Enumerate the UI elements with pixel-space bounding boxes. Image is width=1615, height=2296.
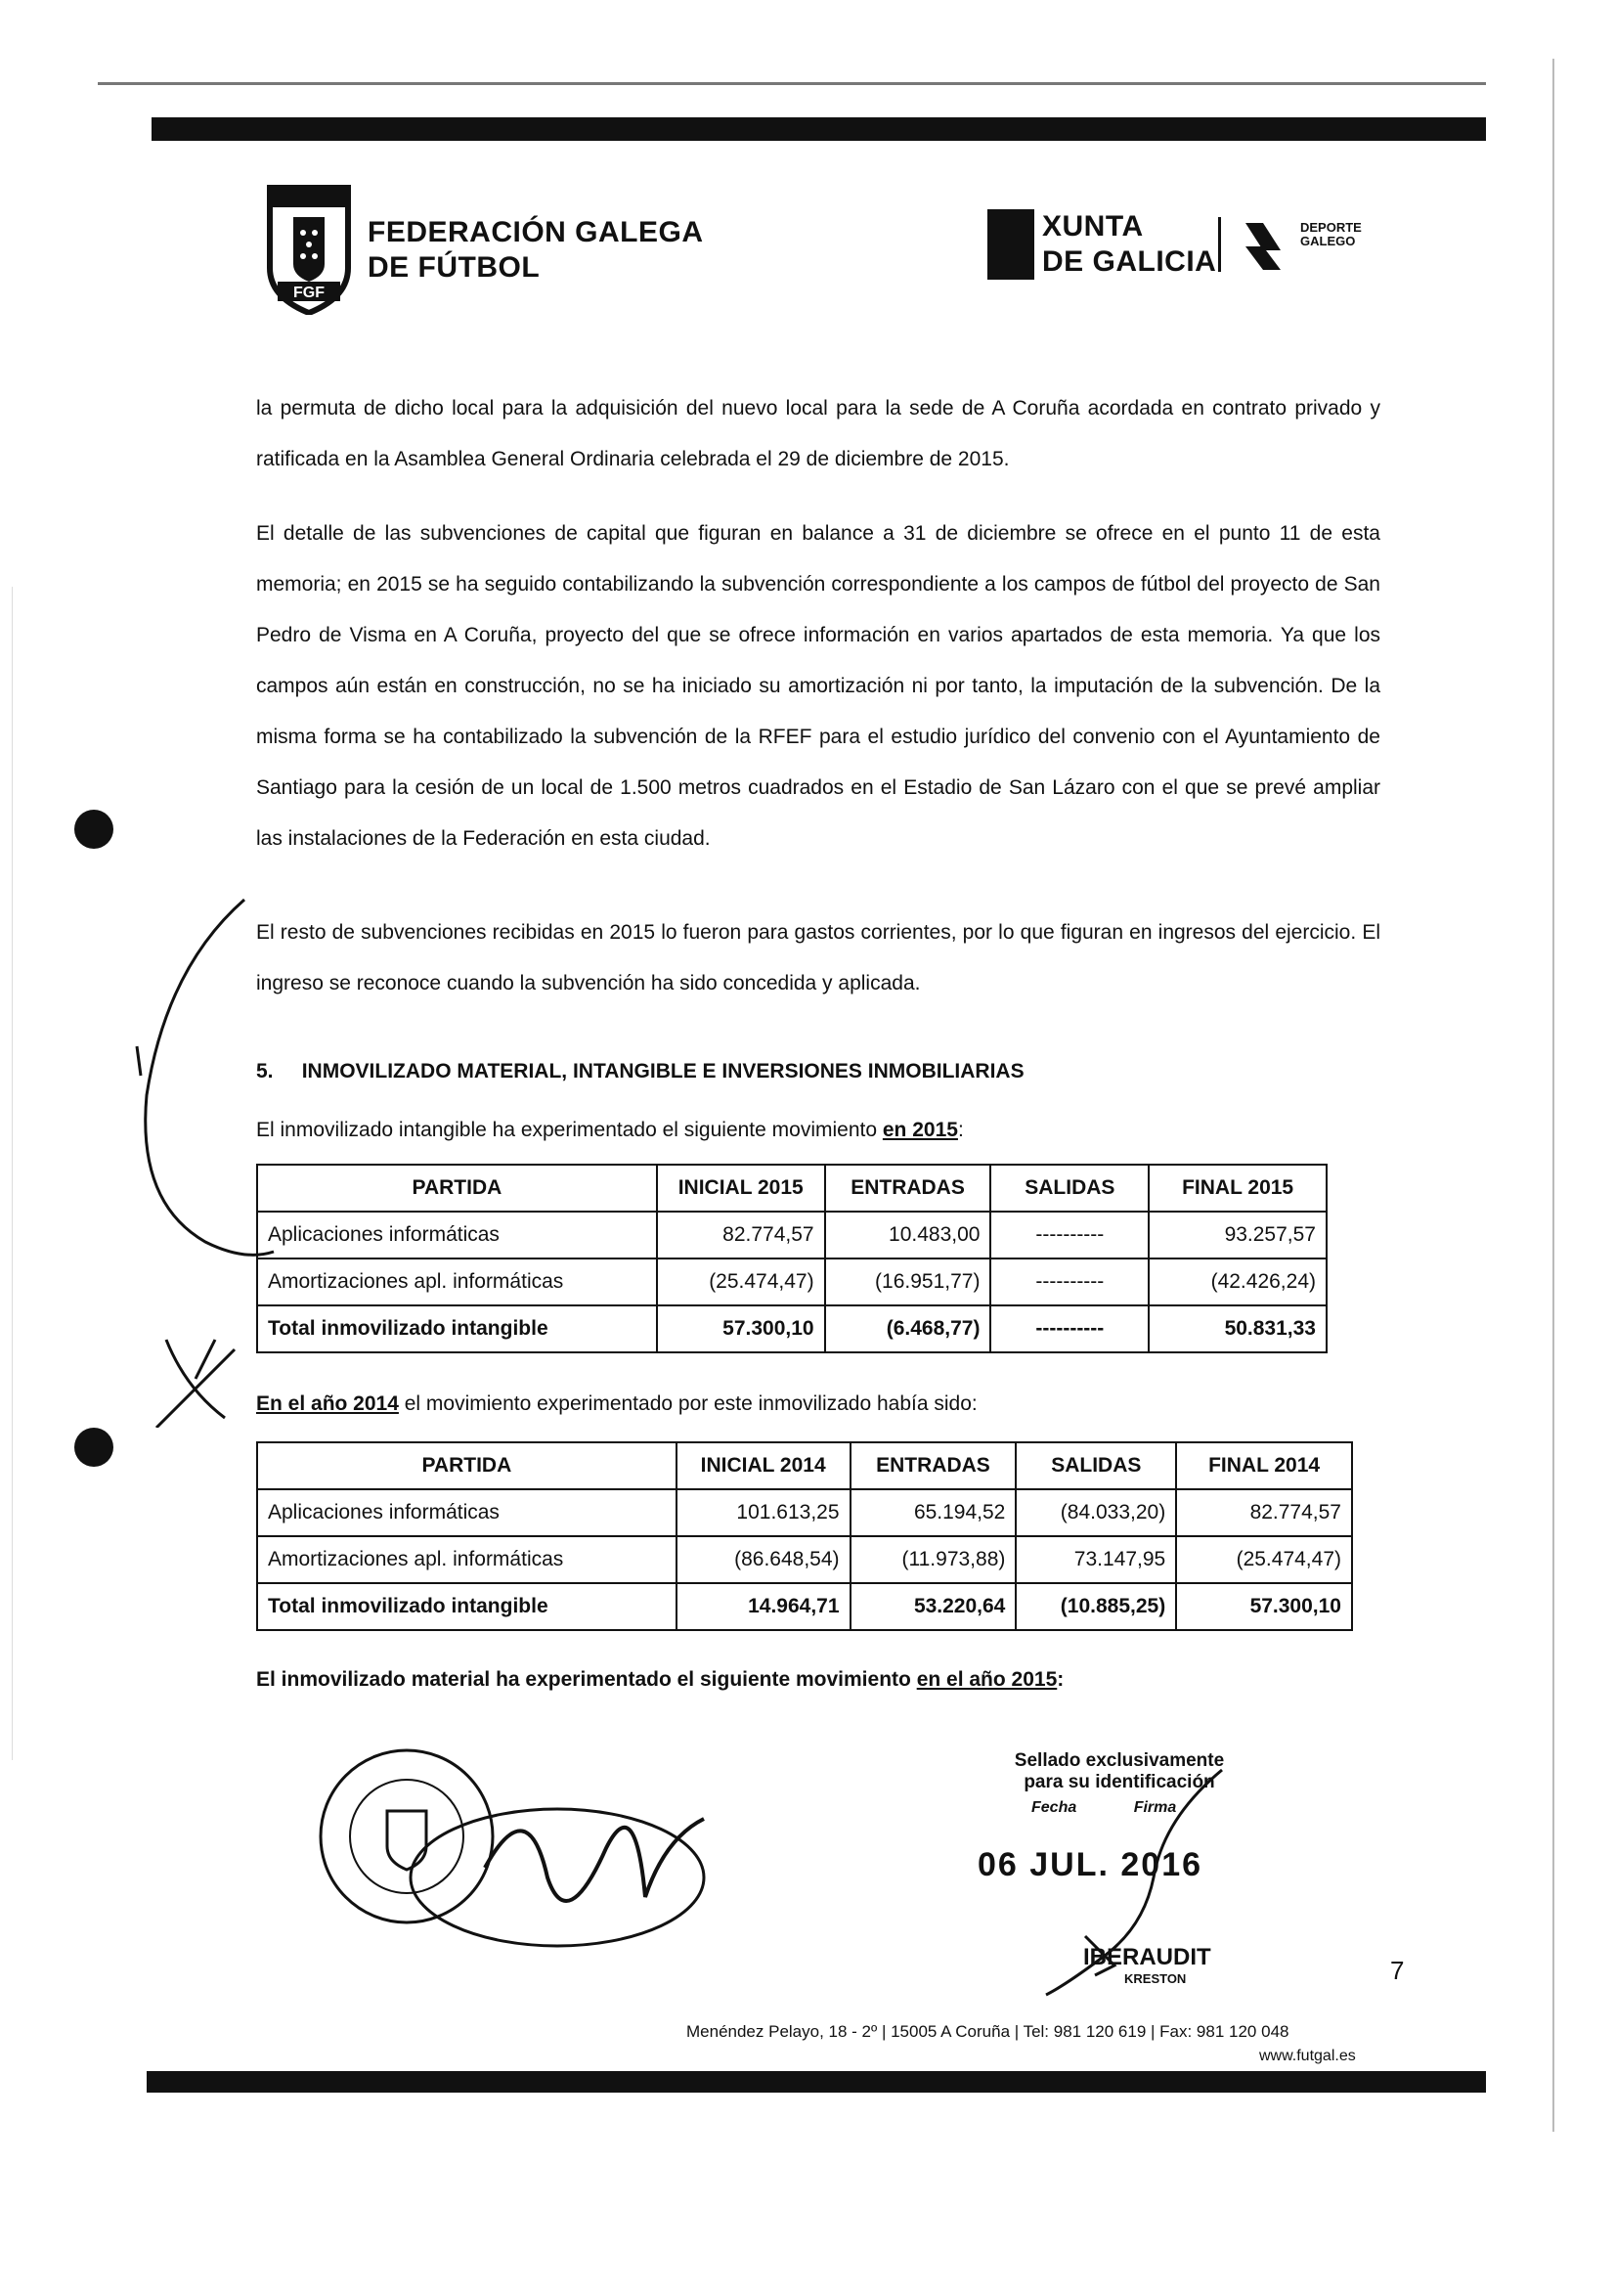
deporte-galego-icon	[1242, 217, 1300, 272]
table-intangible-2015	[256, 1164, 1328, 1353]
cell: 73.147,95	[1016, 1536, 1176, 1583]
cell: Amortizaciones apl. informáticas	[257, 1536, 677, 1583]
intro-2014	[256, 1392, 978, 1416]
col-header: PARTIDA	[257, 1442, 677, 1489]
fgf-shield-icon	[264, 178, 354, 315]
punch-hole-bottom	[74, 1428, 113, 1467]
page-number: 7	[1390, 1956, 1405, 1985]
cell: (25.474,47)	[1176, 1536, 1352, 1583]
section-heading	[256, 1060, 1025, 1083]
cell: 50.831,33	[1149, 1305, 1327, 1352]
cell: (16.951,77)	[825, 1258, 991, 1305]
cell: (6.468,77)	[825, 1305, 991, 1352]
intro-material-text: El inmovilizado material ha experimentado el siguiente movimiento	[256, 1668, 911, 1691]
scan-edge-right	[1552, 59, 1554, 2132]
cell: Total inmovilizado intangible	[257, 1583, 677, 1630]
paragraph-subvenciones-capital: El detalle de las subvenciones de capital que figuran en balance a 31 de diciembre se ofrece en el punto 11 de esta memoria; en 2015 se ha seguido contabilizando la subvención correspondiente a los campos de fútbol del proyecto de San Pedro de Visma en A Coruña, proyecto del que se ofrece información en varios apartados de esta memoria. Ya que los campos aún están en construcción, no se ha iniciado su amortización ni por tanto, la imputación de la subvención. De la misma forma se ha contabilizado la subvención de la RFEF para el estudio jurídico del convenio con el Ayuntamiento de Santiago para la cesión de un local de 1.500 metros cuadrados en el Estadio de San Lázaro con el que se prevé ampliar las instalaciones de la Federación en esta ciudad.	[256, 522, 1380, 850]
cell: (11.973,88)	[851, 1536, 1017, 1583]
cell: 10.483,00	[825, 1212, 991, 1258]
xunta-name	[1042, 209, 1216, 280]
fgf-name-line1: FEDERACIÓN GALEGA	[368, 216, 704, 248]
deporte-name-line1: DEPORTE	[1300, 220, 1362, 235]
col-header: PARTIDA	[257, 1165, 657, 1212]
footer-website: www.futgal.es	[1259, 2048, 1356, 2064]
table-total-row	[257, 1305, 1327, 1352]
cell: 82.774,57	[657, 1212, 825, 1258]
intro-2015-colon: :	[957, 1119, 964, 1141]
deporte-galego-name	[1300, 221, 1362, 248]
cell: 82.774,57	[1176, 1489, 1352, 1536]
table-total-row	[257, 1583, 1352, 1630]
cell: 65.194,52	[851, 1489, 1017, 1536]
cell: 93.257,57	[1149, 1212, 1327, 1258]
scan-edge-left	[12, 587, 13, 1760]
cell: ----------	[990, 1212, 1149, 1258]
cell: Aplicaciones informáticas	[257, 1212, 657, 1258]
col-header: FINAL 2015	[1149, 1165, 1327, 1212]
cell: (84.033,20)	[1016, 1489, 1176, 1536]
stamp-line1: Sellado exclusivamente	[1014, 1750, 1225, 1771]
section-title: INMOVILIZADO MATERIAL, INTANGIBLE E INVERSIONES INMOBILIARIAS	[301, 1060, 1025, 1082]
fgf-name	[368, 215, 704, 286]
intro-2014-text: el movimiento experimentado por este inmovilizado había sido:	[404, 1392, 978, 1415]
cell: (42.426,24)	[1149, 1258, 1327, 1305]
intro-2015-year: en 2015	[882, 1119, 958, 1141]
stamp-line2: para su identificación	[1024, 1772, 1215, 1792]
table-intangible-2014	[256, 1441, 1353, 1631]
col-header: SALIDAS	[990, 1165, 1149, 1212]
auditor-sub: KRESTON	[1124, 1971, 1187, 1986]
footer-address: Menéndez Pelayo, 18 - 2º | 15005 A Coruña | Tel: 981 120 619 | Fax: 981 120 048	[686, 2022, 1289, 2041]
stamp-date: 06 JUL. 2016	[978, 1846, 1203, 1883]
cell: 57.300,10	[657, 1305, 825, 1352]
intro-2015	[256, 1119, 964, 1142]
cell: 53.220,64	[851, 1583, 1017, 1630]
table-row	[257, 1489, 1352, 1536]
cell: (86.648,54)	[677, 1536, 851, 1583]
col-header: INICIAL 2014	[677, 1442, 851, 1489]
paragraph-resto-subvenciones: El resto de subvenciones recibidas en 2015 lo fueron para gastos corrientes, por lo que figuran en ingresos del ejercicio. El ingreso se reconoce cuando la subvención ha sido concedida y aplicada.	[256, 921, 1380, 994]
intro-2014-year: En el año 2014	[256, 1392, 399, 1415]
header-separator	[1218, 217, 1221, 272]
section-number: 5.	[256, 1060, 274, 1082]
cell: Aplicaciones informáticas	[257, 1489, 677, 1536]
intro-material-colon: :	[1057, 1668, 1065, 1691]
intro-material-year: en el año 2015	[916, 1668, 1058, 1691]
footer-black-bar	[147, 2071, 1486, 2093]
col-header: ENTRADAS	[851, 1442, 1017, 1489]
scan-top-line	[98, 82, 1486, 85]
table-row	[257, 1536, 1352, 1583]
table-header-row	[257, 1165, 1327, 1212]
handwritten-margin-mark	[127, 880, 323, 1428]
header-black-bar	[152, 117, 1486, 141]
table-row	[257, 1212, 1327, 1258]
stamp-firma-label: Firma	[1133, 1799, 1177, 1816]
punch-hole-top	[74, 810, 113, 849]
cell: Total inmovilizado intangible	[257, 1305, 657, 1352]
col-header: ENTRADAS	[825, 1165, 991, 1212]
federation-seal-and-signature	[313, 1731, 723, 1956]
cell: (10.885,25)	[1016, 1583, 1176, 1630]
xunta-emblem-icon	[987, 209, 1034, 280]
col-header: FINAL 2014	[1176, 1442, 1352, 1489]
cell: ----------	[990, 1258, 1149, 1305]
deporte-name-line2: GALEGO	[1300, 234, 1356, 248]
col-header: SALIDAS	[1016, 1442, 1176, 1489]
stamp-fecha-label: Fecha	[1031, 1799, 1077, 1816]
cell: 57.300,10	[1176, 1583, 1352, 1630]
xunta-name-line1: XUNTA	[1042, 210, 1144, 243]
svg-text:FGF: FGF	[293, 285, 325, 301]
xunta-name-line2: DE GALICIA	[1042, 245, 1217, 278]
cell: ----------	[990, 1305, 1149, 1352]
auditor-name: IBERAUDIT	[1083, 1944, 1211, 1970]
fgf-name-line2: DE FÚTBOL	[368, 251, 541, 284]
table-header-row	[257, 1442, 1352, 1489]
cell: (25.474,47)	[657, 1258, 825, 1305]
cell: 14.964,71	[677, 1583, 851, 1630]
cell: Amortizaciones apl. informáticas	[257, 1258, 657, 1305]
paragraph-permuta: la permuta de dicho local para la adquisición del nuevo local para la sede de A Coruña acordada en contrato privado y ratificada en la Asamblea General Ordinaria celebrada el 29 de diciembre de 2015.	[256, 397, 1380, 470]
intro-material-2015	[256, 1668, 1064, 1692]
cell: 101.613,25	[677, 1489, 851, 1536]
col-header: INICIAL 2015	[657, 1165, 825, 1212]
table-row	[257, 1258, 1327, 1305]
intro-2015-text: El inmovilizado intangible ha experimentado el siguiente movimiento	[256, 1119, 878, 1141]
